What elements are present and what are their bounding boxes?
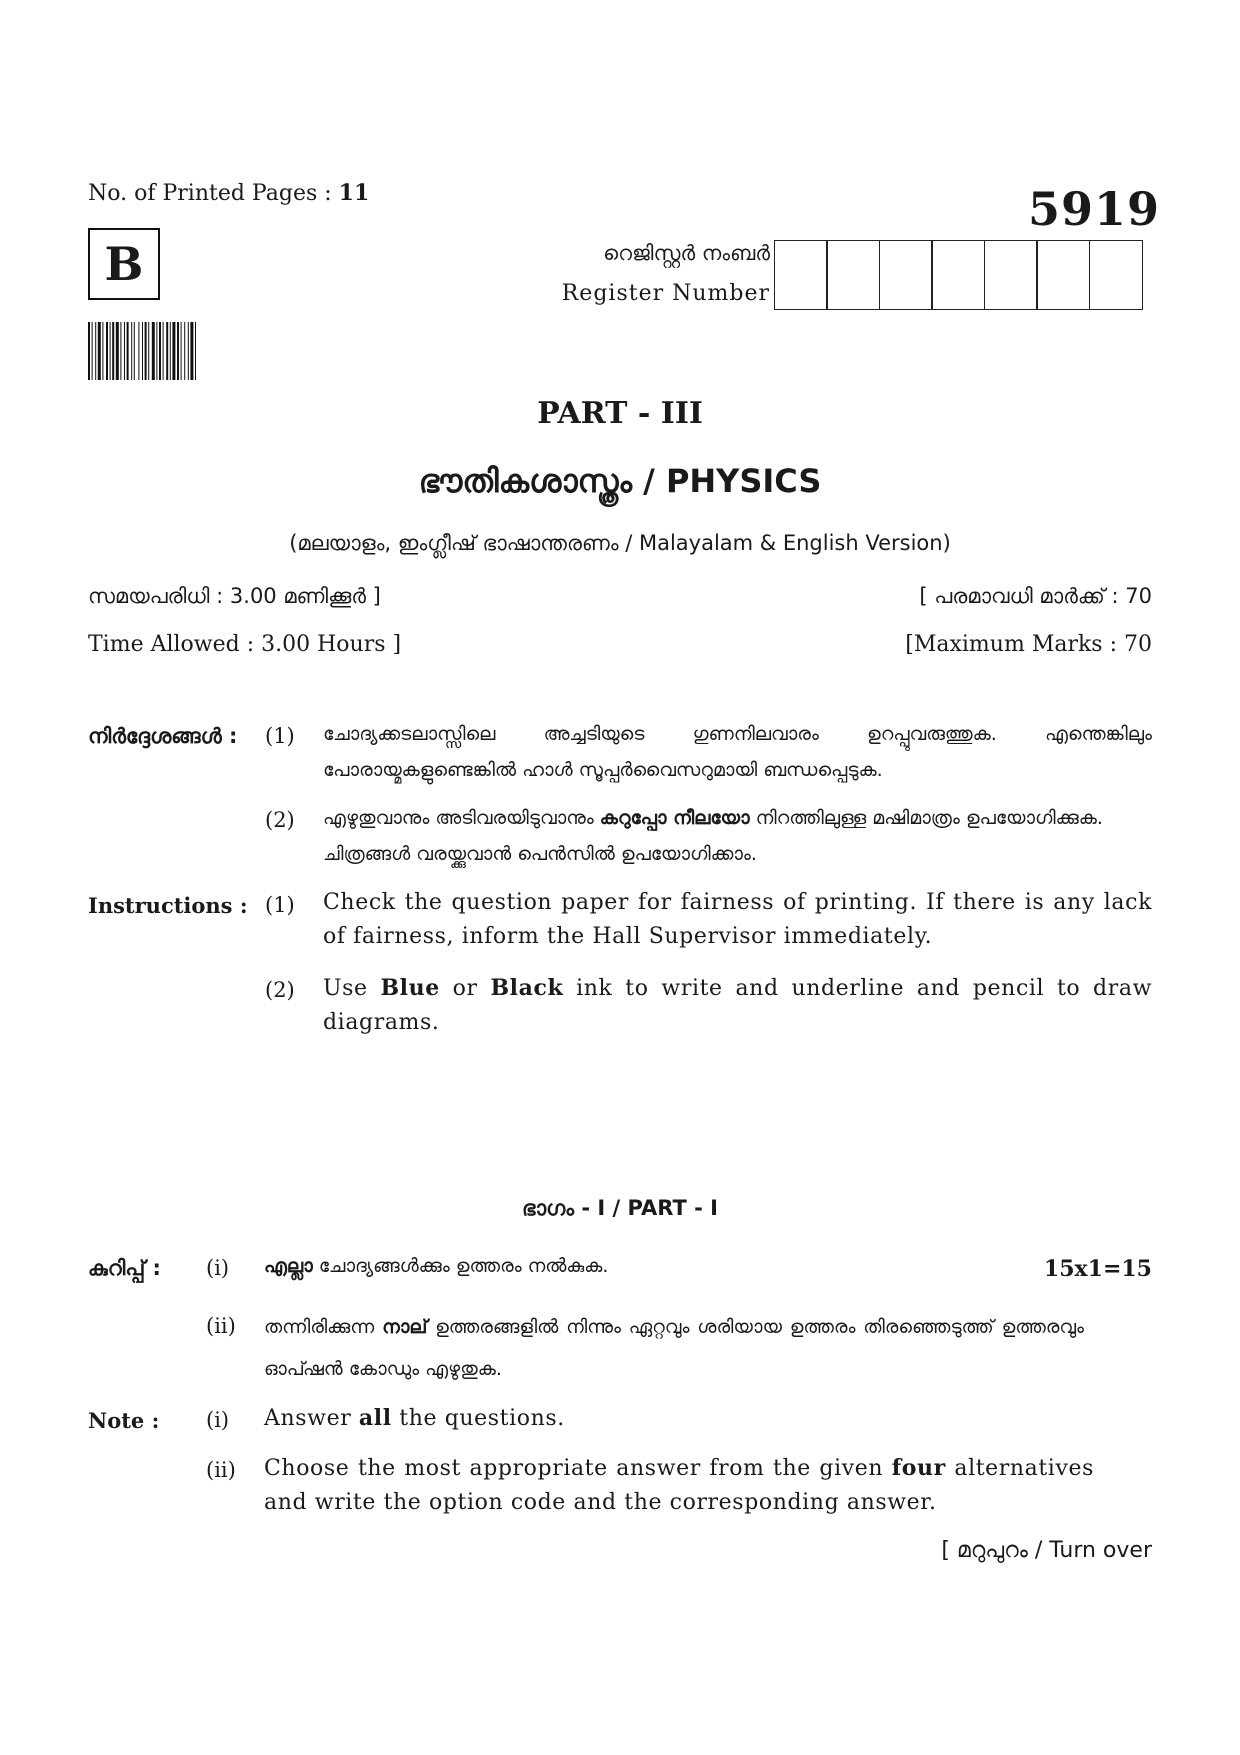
printed-pages-value: 11 xyxy=(338,180,370,206)
register-label-en: Register Number xyxy=(561,281,770,306)
instructions-en-label: Instructions : xyxy=(88,893,248,918)
note-ml-2-emphasis: നാല് xyxy=(382,1316,428,1338)
instruction-en-2-part-c: or xyxy=(439,976,491,1001)
note-ml-number: (i) xyxy=(206,1256,230,1280)
part-title: PART - III xyxy=(537,396,703,431)
max-marks-ml: [ പരമാവധി മാർക്ക് : 70 xyxy=(919,584,1152,608)
instruction-ml-2 xyxy=(323,800,1152,872)
instruction-en-2-black: Black xyxy=(490,975,564,1001)
note-en-1 xyxy=(264,1401,565,1436)
instruction-en-1: Check the question paper for fairness of printing. If there is any lack of fairness, inform the Hall Supervisor immediately. xyxy=(323,890,1152,949)
note-en-2-part-a: Choose the most appropriate answer from the given xyxy=(264,1456,892,1481)
instruction-en-number: (2) xyxy=(265,978,295,1002)
time-allowed-ml: സമയപരിധി : 3.00 മണിക്കൂർ ] xyxy=(88,584,381,608)
register-digit-box[interactable] xyxy=(1089,240,1143,310)
note-en-1-part-c: the questions. xyxy=(391,1406,565,1431)
instruction-ml-number: (2) xyxy=(265,808,295,832)
register-label-ml: റെജിസ്റ്റർ നംബർ xyxy=(603,241,770,265)
register-digit-box[interactable] xyxy=(879,240,933,310)
time-allowed-en: Time Allowed : 3.00 Hours ] xyxy=(88,632,402,657)
note-en-number: (i) xyxy=(206,1408,230,1432)
instruction-ml-2-emphasis: കറുപ്പോ നീലയോ xyxy=(599,807,750,829)
note-en-2 xyxy=(264,1451,1094,1520)
note-ml-1-emphasis: എല്ലാ xyxy=(264,1255,313,1277)
note-en-number: (ii) xyxy=(206,1458,236,1482)
note-en-1-part-a: Answer xyxy=(264,1406,359,1431)
note-en-2-four: four xyxy=(891,1455,946,1481)
marks-scheme: 15x1=15 xyxy=(1043,1256,1152,1282)
register-digit-box[interactable] xyxy=(826,240,880,310)
note-ml-label: കുറിപ്പ് : xyxy=(88,1256,161,1280)
instructions-ml-label: നിർദ്ദേശങ്ങൾ : xyxy=(88,724,238,748)
instruction-ml-number: (1) xyxy=(265,724,295,748)
register-number-boxes[interactable] xyxy=(775,240,1143,310)
section-heading: ഭാഗം - I / PART - I xyxy=(522,1196,718,1220)
note-ml-1-rest: ചോദ്യങ്ങൾക്കും ഉത്തരം നൽകുക. xyxy=(312,1255,609,1277)
instruction-en-number: (1) xyxy=(265,893,295,917)
paper-code: 5919 xyxy=(1027,182,1160,236)
series-box: B xyxy=(88,228,160,300)
turn-over: [ മറുപുറം / Turn over xyxy=(941,1538,1152,1563)
register-digit-box[interactable] xyxy=(931,240,985,310)
register-digit-box[interactable] xyxy=(984,240,1038,310)
instruction-en-2 xyxy=(323,971,1152,1040)
note-ml-1 xyxy=(264,1248,608,1284)
note-ml-2-part-a: തന്നിരിക്കുന്ന xyxy=(264,1316,383,1338)
note-ml-number: (ii) xyxy=(206,1314,236,1338)
note-en-label: Note : xyxy=(88,1408,160,1433)
register-digit-box[interactable] xyxy=(1036,240,1090,310)
barcode-image xyxy=(88,322,290,380)
note-en-2-part-c: alternatives and write the option code and the corresponding answer. xyxy=(264,1456,1094,1515)
instruction-ml-2-part-a: എഴുതുവാനും അടിവരയിടുവാനും xyxy=(323,807,600,829)
instruction-ml-1: ചോദ്യക്കടലാസ്സിലെ അച്ചടിയുടെ ഗുണനിലവാരം ഉറപ്പുവരുത്തുക. എന്തെങ്കിലും പോരായ്മകളുണ്ടെങ്കിൽ ഹാൾ സൂപ്പർവൈസറുമായി ബന്ധപ്പെടുക. xyxy=(323,723,1152,781)
printed-pages-label: No. of Printed Pages : xyxy=(88,181,339,206)
max-marks-en: [Maximum Marks : 70 xyxy=(905,632,1152,657)
note-en-1-all: all xyxy=(358,1405,392,1431)
note-ml-2 xyxy=(264,1306,1084,1390)
instruction-en-2-part-a: Use xyxy=(323,976,381,1001)
subject-title: ഭൗതികശാസ്ത്രം / PHYSICS xyxy=(418,462,822,500)
version-line: (മലയാളം, ഇംഗ്ലീഷ് ഭാഷാന്തരണം / Malayalam & English Version) xyxy=(289,531,951,555)
register-digit-box[interactable] xyxy=(774,240,828,310)
printed-pages-line xyxy=(88,180,369,206)
note-ml-2-part-c: ഉത്തരങ്ങളിൽ നിന്നും ഏറ്റവും ശരിയായ ഉത്തരം തിരഞ്ഞെടുത്ത് ഉത്തരവും ഓപ്ഷൻ കോഡും എഴുതുക. xyxy=(264,1316,1084,1380)
instruction-en-2-blue: Blue xyxy=(380,975,440,1001)
instruction-ml-2-part-c: നിറത്തിലുള്ള മഷിമാത്രം ഉപയോഗിക്കുക. ചിത്രങ്ങൾ വരയ്ക്കുവാൻ പെൻസിൽ ഉപയോഗിക്കാം. xyxy=(323,807,1103,865)
instruction-en-2-part-e: ink to write and underline and pencil to draw diagrams. xyxy=(323,976,1153,1035)
